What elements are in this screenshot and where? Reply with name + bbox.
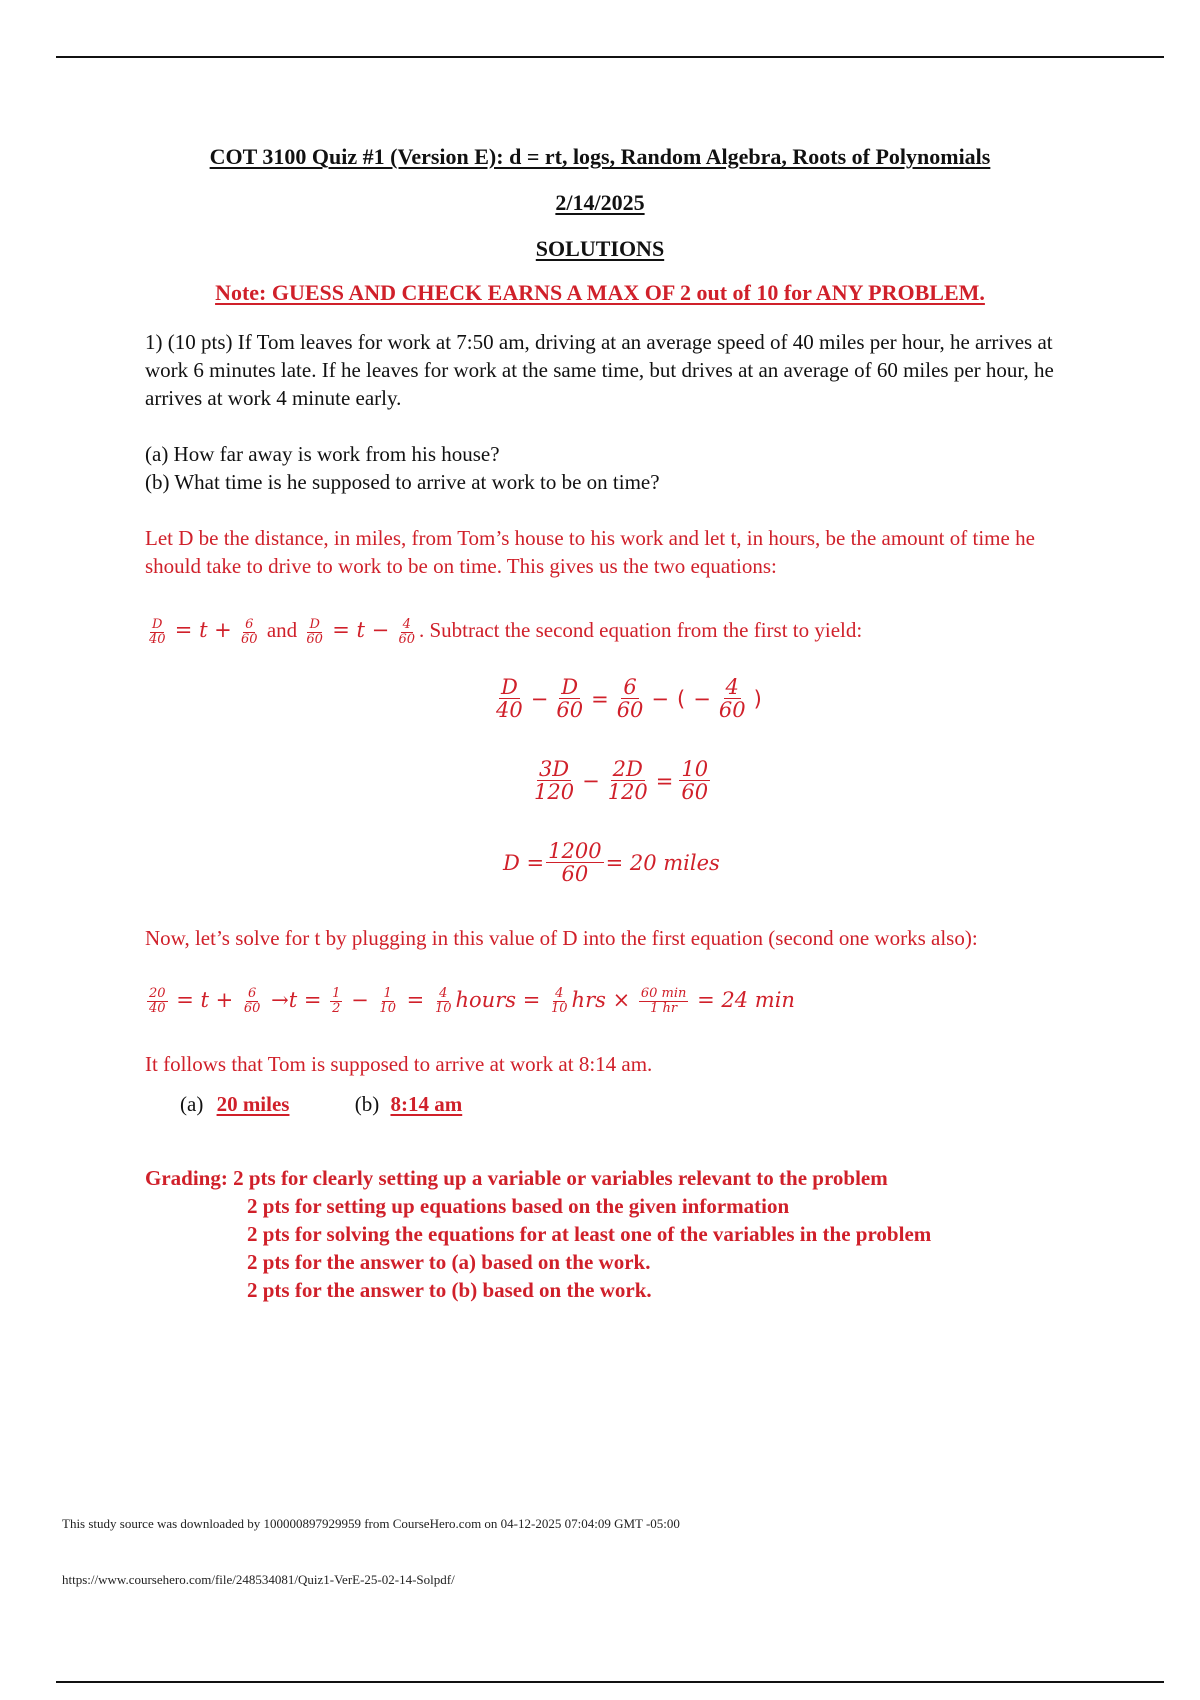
fraction-6-over-60: $\frac{6}{60}$ (241, 617, 258, 647)
display-equation-1: $\frac{D}{40}$ − $\frac{D}{60}$ = $\frac{6}{60}$ − ( − $\frac{4}{60}$ ) (496, 675, 762, 723)
answer-a: 20 miles (216, 1092, 290, 1116)
bottom-rule (56, 1681, 1164, 1683)
answer-a-label: (a) (180, 1092, 204, 1116)
grading-line-2: 2 pts for setting up equations based on the given information (247, 1194, 790, 1218)
display-equation-3: D = $\frac{1200}{60}$ = 20 miles (503, 839, 720, 887)
answer-b: 8:14 am (390, 1092, 463, 1116)
equals-t-plus: = t + (174, 618, 232, 642)
fraction-d-over-60: $\frac{D}{60}$ (306, 617, 323, 647)
fraction-d-over-40: $\frac{D}{40}$ (149, 617, 166, 647)
and-word: and (266, 618, 298, 642)
grading-line-1: Grading: 2 pts for clearly setting up a variable or variables relevant to the problem (145, 1166, 888, 1190)
arrow-icon: → (271, 988, 289, 1012)
grading-line-3: 2 pts for solving the equations for at least one of the variables in the problem (247, 1222, 932, 1246)
grading-line-5: 2 pts for the answer to (b) based on the work. (247, 1278, 652, 1302)
document-title: COT 3100 Quiz #1 (Version E): d = rt, logs, Random Algebra, Roots of Polynomials (209, 144, 991, 169)
answer-b-label: (b) (354, 1092, 380, 1116)
equals-t-minus: = t − (332, 618, 390, 642)
download-notice: This study source was downloaded by 100000897929959 from CourseHero.com on 04-12-2025 07:04:09 GMT -05:00 (62, 1516, 680, 1531)
source-url: https://www.coursehero.com/file/248534081/Quiz1-VerE-25-02-14-Solpdf/ (62, 1572, 455, 1587)
top-rule (56, 56, 1164, 58)
grading-rubric (145, 1164, 931, 1304)
final-answers (180, 1092, 462, 1117)
solve-t-equation: $\frac{20}{40}$ = t + $\frac{6}{60}$ →t = $\frac{1}{2}$ − $\frac{1}{10}$ = $\frac{4}{10}$ hours = $\frac{4}{10}$ hrs × $\frac{60 \min}{1 hr}$ = 24 min (149, 986, 795, 1016)
solution-intro: Let D be the distance, in miles, from Tom’s house to his work and let t, in hours, be the amount of time he should take to drive to work to be on time. This gives us the two equations: (145, 526, 1035, 578)
solve-for-t-text: Now, let’s solve for t by plugging in this value of D into the first equation (second one works also): (145, 926, 978, 950)
solutions-heading: SOLUTIONS (535, 236, 665, 261)
setup-equations (145, 610, 1095, 650)
subtract-instruction: . Subtract the second equation from the first to yield: (418, 618, 863, 642)
document-date: 2/14/2025 (555, 190, 645, 215)
solution-conclusion: It follows that Tom is supposed to arrive at work at 8:14 am. (145, 1052, 653, 1076)
grading-line-4: 2 pts for the answer to (a) based on the work. (247, 1250, 651, 1274)
question-b: (b) What time is he supposed to arrive at work to be on time? (145, 470, 660, 494)
question-a: (a) How far away is work from his house? (145, 442, 500, 466)
grading-lead: Grading: (145, 1166, 228, 1190)
grading-note: Note: GUESS AND CHECK EARNS A MAX OF 2 out of 10 for ANY PROBLEM. (215, 280, 985, 305)
problem-statement: 1) (10 pts) If Tom leaves for work at 7:50 am, driving at an average speed of 40 miles per hour, he arrives at work 6 minutes late. If he leaves for work at the same time, but drives at an average of 60 miles per hour, he arrives at work 4 minute early. (145, 330, 1054, 410)
fraction-4-over-60: $\frac{4}{60}$ (398, 617, 415, 647)
display-equation-2: $\frac{3D}{120}$ − $\frac{2D}{120}$ = $\frac{10}{60}$ (534, 757, 709, 805)
problem-questions (145, 440, 1095, 496)
